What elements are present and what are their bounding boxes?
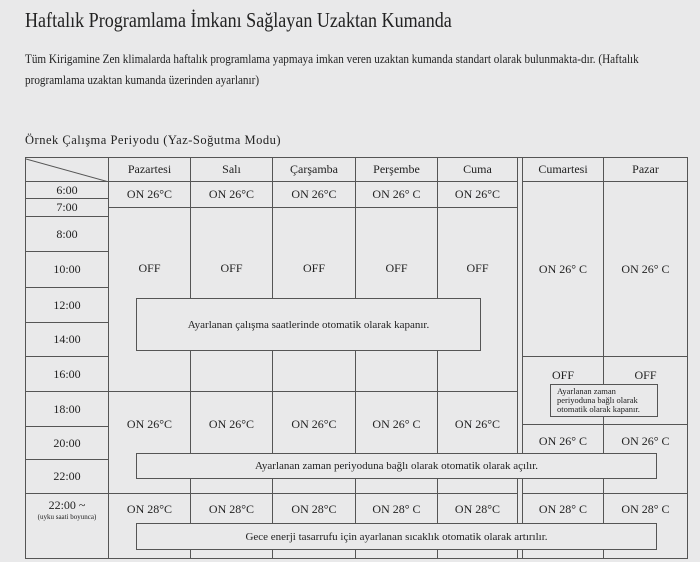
- day-header-5-text: Cumartesi: [538, 162, 588, 176]
- evening-cell-text: ON 26°C: [208, 417, 255, 431]
- morning-cell-text: ON 26°C: [208, 187, 255, 201]
- time-cell: [25, 287, 109, 323]
- day-header-0-text: Pazartesi: [127, 162, 172, 176]
- day-header-4-text: Cuma: [463, 162, 492, 176]
- weekend-evening-cell-text: ON 26° C: [621, 434, 670, 448]
- time-cell-text: 10:00: [53, 262, 81, 276]
- weekend-off-cell-text: OFF: [634, 368, 657, 382]
- time-cell: [25, 356, 109, 392]
- off-note-text: Ayarlanan çalışma saatlerinde otomatik olarak kapanır.: [187, 318, 430, 331]
- time-cell-text: 12:00: [53, 297, 81, 312]
- time-cell-text: 16:00: [53, 366, 81, 381]
- on-note-text: Ayarlanan zaman periyoduna bağlı olarak otomatik olarak açılır.: [254, 460, 539, 472]
- time-cell: [25, 322, 109, 357]
- evening-cell-text: ON 26°C: [291, 417, 337, 431]
- time-cell: [25, 216, 109, 252]
- time-cell: [25, 391, 109, 427]
- day-header-1: [190, 157, 273, 182]
- off-cell-text: OFF: [466, 261, 489, 275]
- off-cell-text: OFF: [302, 261, 325, 275]
- day-header-2-text: Çarşamba: [290, 162, 338, 176]
- night-note-text: Gece enerji tasarrufu için ayarlanan sıcaklık otomatik olarak artırılır.: [245, 530, 548, 543]
- weekend-day-cell: [522, 181, 604, 357]
- weekend-day-cell-text: ON 26° C: [538, 261, 588, 276]
- day-header-2: [272, 157, 356, 182]
- weekend-evening-cell-text: ON 26° C: [538, 434, 588, 448]
- night-cell-text: ON 28°C: [126, 502, 173, 516]
- on-note: [136, 453, 657, 479]
- day-header-5: [522, 157, 604, 182]
- weekend-note-line: otomatik olarak kapanır.: [557, 404, 640, 414]
- morning-cell-text: ON 26° C: [372, 187, 421, 201]
- night-cell-text: ON 28°C: [454, 502, 501, 516]
- off-cell-text: OFF: [138, 261, 161, 275]
- diagonal-line: [26, 158, 109, 182]
- time-cell-text: 18:00: [53, 401, 81, 416]
- weekend-night-cell-text: ON 28° C: [538, 502, 588, 516]
- weekend-note-line: Ayarlanan zaman: [557, 386, 616, 396]
- day-header-6: [603, 157, 688, 182]
- time-sub-label: (uyku saati boyunca): [37, 513, 97, 521]
- night-cell-text: ON 28° C: [372, 502, 421, 516]
- off-cell-text: OFF: [220, 261, 243, 275]
- intro-paragraph: Tüm Kirigamine Zen klimalarda haftalık programlama yapmaya imkan veren uzaktan kumanda standart olarak bulunmakta-dır. (Haftalık programlama uzaktan kumanda üzerinden ayarlanır): [25, 51, 639, 87]
- weekend-night-cell-text: ON 28° C: [621, 502, 670, 516]
- time-cell: [25, 459, 109, 494]
- weekend-off-cell-text: OFF: [551, 368, 574, 382]
- time-cell-night: [25, 493, 109, 559]
- table-caption: Örnek Çalışma Periyodu (Yaz-Soğutma Modu): [25, 133, 282, 147]
- morning-cell: [190, 181, 273, 208]
- morning-cell: [108, 181, 191, 208]
- day-header-3-text: Perşembe: [373, 162, 420, 176]
- morning-cell-text: ON 26°C: [126, 187, 173, 201]
- time-cell-text: 7:00: [56, 200, 78, 214]
- day-header-1-text: Salı: [222, 162, 241, 176]
- time-cell: [25, 251, 109, 288]
- morning-cell: [355, 181, 438, 208]
- time-cell-text: 8:00: [56, 226, 78, 241]
- time-label: 22:00 ~: [48, 498, 86, 512]
- time-cell-text: 22:00: [53, 469, 81, 483]
- day-header-3: [355, 157, 438, 182]
- evening-cell-text: ON 26°C: [126, 417, 173, 431]
- morning-cell-text: ON 26°C: [291, 187, 337, 201]
- morning-cell: [272, 181, 356, 208]
- evening-cell-text: ON 26° C: [372, 417, 421, 431]
- night-cell-text: ON 28°C: [208, 502, 255, 516]
- night-note: [136, 523, 657, 550]
- page-title: Haftalık Programlama İmkanı Sağlayan Uzaktan Kumanda: [25, 8, 452, 32]
- corner-cell: [25, 157, 109, 182]
- time-cell-text: 20:00: [53, 435, 81, 450]
- time-cell-text: 14:00: [53, 332, 81, 346]
- off-cell-text: OFF: [385, 261, 408, 275]
- weekend-day-cell: [603, 181, 688, 357]
- day-header-6-text: Pazar: [632, 162, 659, 176]
- night-cell-text: ON 28°C: [291, 502, 337, 516]
- day-header-4: [437, 157, 518, 182]
- time-cell: [25, 426, 109, 460]
- time-cell-text: 6:00: [56, 182, 78, 197]
- weekend-day-cell-text: ON 26° C: [621, 261, 670, 276]
- time-cell: [25, 181, 109, 199]
- morning-cell-text: ON 26°C: [454, 187, 501, 201]
- time-cell: [25, 198, 109, 217]
- weekend-off-note: [550, 384, 658, 417]
- evening-cell-text: ON 26°C: [454, 417, 501, 431]
- day-header-0: [108, 157, 191, 182]
- morning-cell: [437, 181, 518, 208]
- weekend-note-line: periyoduna bağlı olarak: [557, 395, 638, 405]
- off-note: [136, 298, 481, 351]
